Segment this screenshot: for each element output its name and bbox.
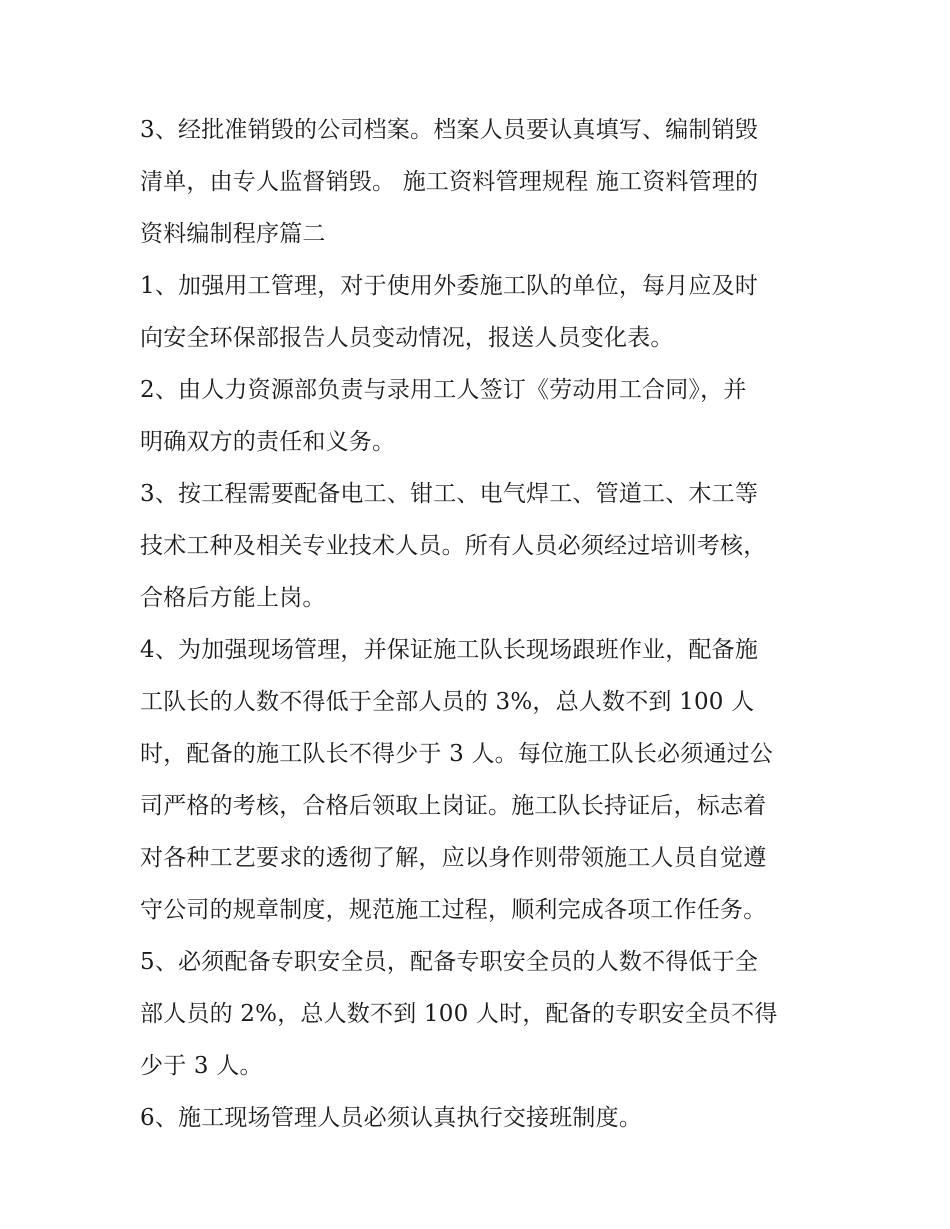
text-line: 5、必须配备专职安全员，配备专职安全员的人数不得低于全 bbox=[140, 949, 759, 975]
text-line: 6、施工现场管理人员必须认真执行交接班制度。 bbox=[140, 1105, 643, 1131]
text-line: 清单，由专人监督销毁。 施工资料管理规程 施工资料管理的 bbox=[140, 169, 759, 195]
text-line: 守公司的规章制度，规范施工过程，顺利完成各项工作任务。 bbox=[140, 897, 767, 923]
text-line: 少于 3 人。 bbox=[140, 1053, 263, 1079]
text-line: 对各种工艺要求的透彻了解，应以身作则带领施工人员自觉遵 bbox=[140, 845, 767, 871]
text-line: 1、加强用工管理，对于使用外委施工队的单位，每月应及时 bbox=[140, 273, 759, 299]
text-line: 合格后方能上岗。 bbox=[140, 585, 326, 611]
text-line: 资料编制程序篇二 bbox=[140, 221, 326, 247]
text-line: 4、为加强现场管理，并保证施工队长现场跟班作业，配备施 bbox=[140, 637, 759, 663]
text-line: 明确双方的责任和义务。 bbox=[140, 429, 396, 455]
text-line: 工队长的人数不得低于全部人员的 3%，总人数不到 100 人 bbox=[140, 689, 755, 715]
document-body bbox=[140, 104, 820, 1144]
text-line: 3、按工程需要配备电工、钳工、电气焊工、管道工、木工等 bbox=[140, 481, 759, 507]
text-line: 3、经批准销毁的公司档案。档案人员要认真填写、编制销毁 bbox=[140, 117, 759, 143]
text-line: 部人员的 2%，总人数不到 100 人时，配备的专职安全员不得 bbox=[140, 1001, 778, 1027]
text-line: 时，配备的施工队长不得少于 3 人。每位施工队长必须通过公 bbox=[140, 741, 774, 767]
text-line: 向安全环保部报告人员变动情况，报送人员变化表。 bbox=[140, 325, 674, 351]
text-line: 司严格的考核，合格后领取上岗证。施工队长持证后，标志着 bbox=[140, 793, 767, 819]
text-line: 技术工种及相关专业技术人员。所有人员必须经过培训考核， bbox=[140, 533, 767, 559]
text-line: 2、由人力资源部负责与录用工人签订《劳动用工合同》，并 bbox=[140, 377, 747, 403]
